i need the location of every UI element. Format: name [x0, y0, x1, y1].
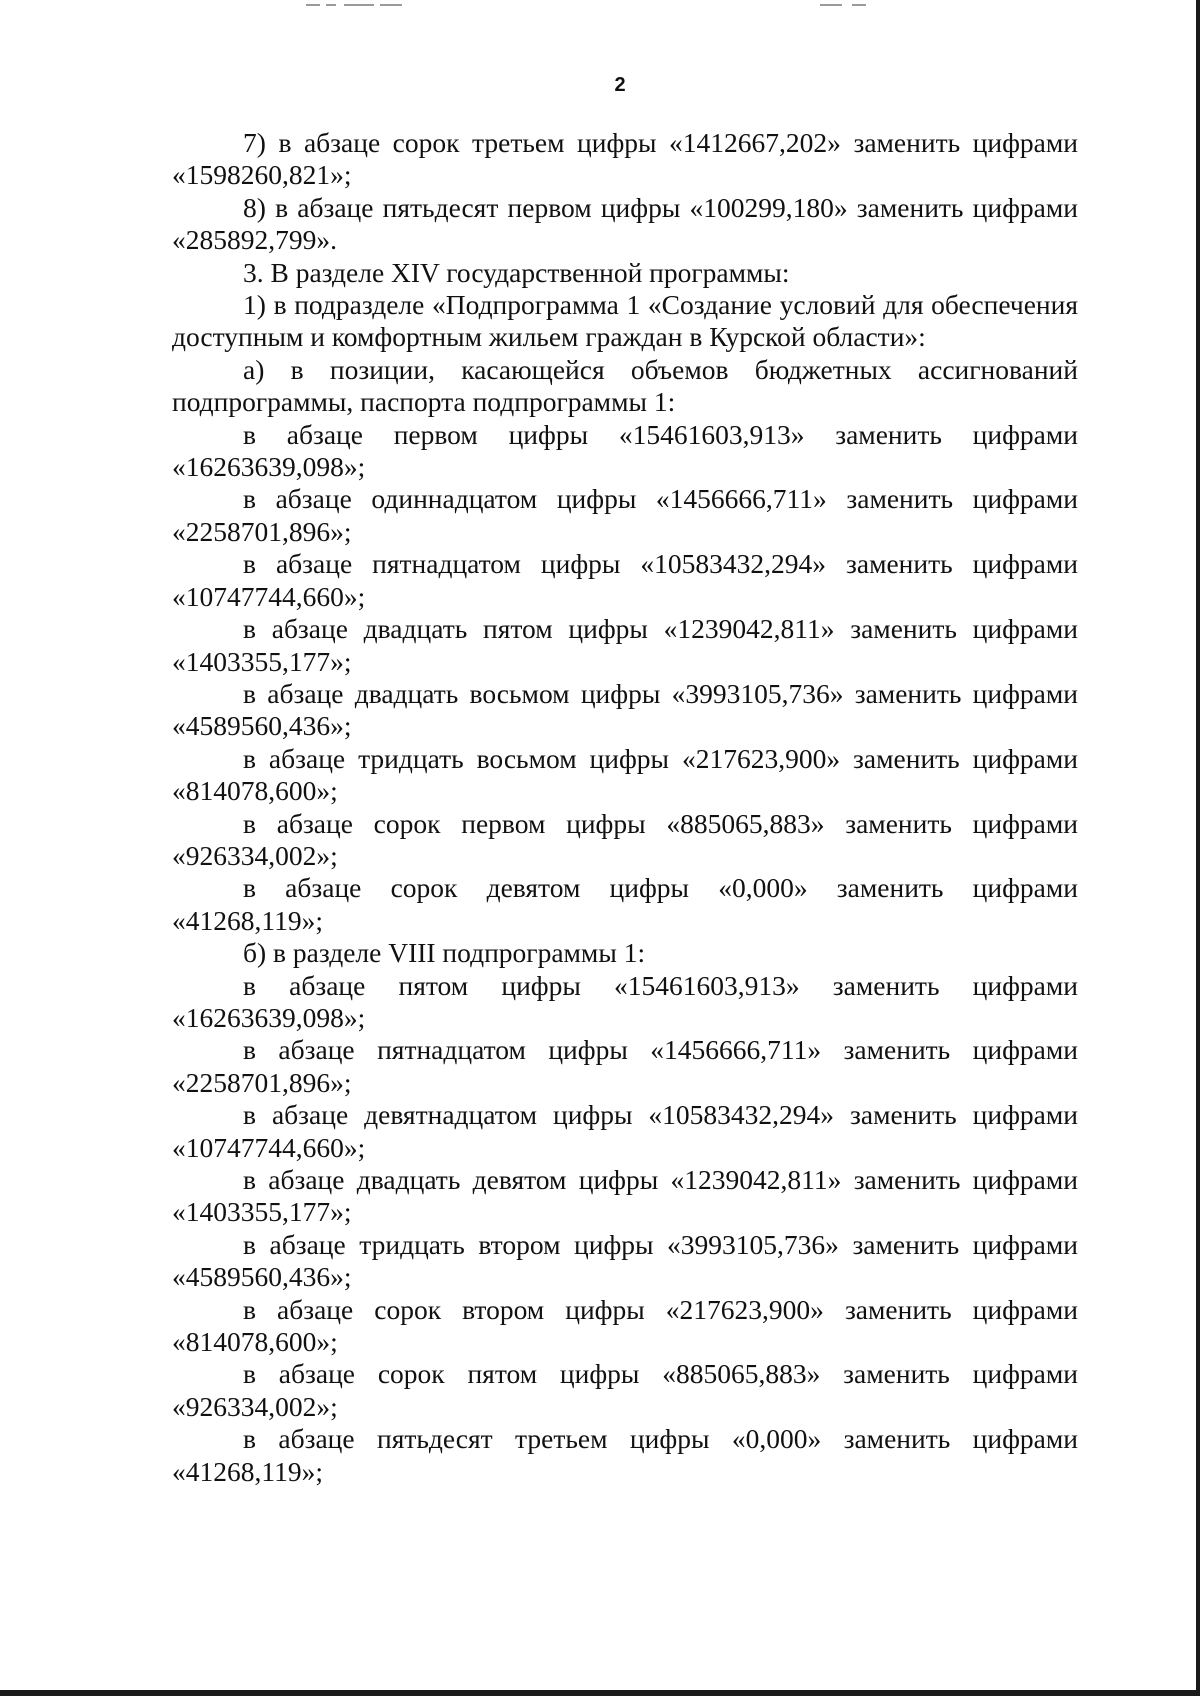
paragraph-replacement: в абзаце первом цифры «15461603,913» заменить цифрами «16263639,098»; — [172, 418, 1078, 483]
paragraph-item-7: 7) в абзаце сорок третьем цифры «1412667,202» заменить цифрами «1598260,821»; — [172, 127, 1078, 191]
paragraph-replacement: в абзаце двадцать пятом цифры «1239042,811» заменить цифрами «1403355,177»; — [172, 613, 1078, 677]
scan-artifact — [852, 4, 866, 6]
scan-artifact — [344, 4, 374, 6]
paragraph-item-8: 8) в абзаце пятьдесят первом цифры «100299,180» заменить цифрами «285892,799». — [172, 191, 1078, 256]
paragraph-replacement: в абзаце пятом цифры «15461603,913» заменить цифрами «16263639,098»; — [172, 969, 1078, 1033]
paragraph-replacement: в абзаце сорок девятом цифры «0,000» заменить цифрами «41268,119»; — [172, 872, 1078, 936]
scan-artifact — [820, 4, 842, 6]
paragraph-replacement: в абзаце сорок втором цифры «217623,900» заменить цифрами «814078,600»; — [172, 1293, 1078, 1358]
paragraph-point-a: а) в позиции, касающейся объемов бюджетных ассигнований подпрограммы, паспорта подпрограммы 1: — [172, 353, 1078, 418]
paragraph-replacement: в абзаце двадцать девятом цифры «1239042,811» заменить цифрами «1403355,177»; — [172, 1164, 1078, 1228]
paragraph-replacement: в абзаце девятнадцатом цифры «10583432,294» заменить цифрами «10747744,660»; — [172, 1099, 1078, 1163]
paragraph-replacement: в абзаце пятнадцатом цифры «1456666,711» заменить цифрами «2258701,896»; — [172, 1034, 1078, 1098]
scan-edge-right — [1196, 0, 1200, 1696]
scan-edge-bottom — [0, 1690, 1200, 1696]
paragraph-replacement: в абзаце сорок первом цифры «885065,883» заменить цифрами «926334,002»; — [172, 807, 1078, 871]
paragraph-section-3: 3. В разделе XIV государственной программы: — [243, 256, 790, 288]
scan-artifact — [306, 4, 320, 6]
paragraph-replacement: в абзаце тридцать втором цифры «3993105,736» заменить цифрами «4589560,436»; — [172, 1228, 1078, 1293]
paragraph-replacement: в абзаце пятнадцатом цифры «10583432,294» заменить цифрами «10747744,660»; — [172, 548, 1078, 612]
scan-artifact — [326, 4, 336, 6]
paragraph-replacement: в абзаце двадцать восьмом цифры «3993105,736» заменить цифрами «4589560,436»; — [172, 677, 1078, 742]
paragraph-replacement: в абзаце сорок пятом цифры «885065,883» заменить цифрами «926334,002»; — [172, 1358, 1078, 1422]
paragraph-subsection-1: 1) в подразделе «Подпрограмма 1 «Создание условий для обеспечения доступным и комфортным жильем граждан в Курской области»: — [172, 289, 1078, 353]
paragraph-replacement: в абзаце пятьдесят третьем цифры «0,000» заменить цифрами «41268,119»; — [172, 1423, 1078, 1487]
document-body — [172, 127, 1078, 1488]
scan-artifact — [380, 4, 402, 6]
paragraph-replacement: в абзаце одиннадцатом цифры «1456666,711» заменить цифрами «2258701,896»; — [172, 483, 1078, 547]
paragraph-replacement: в абзаце тридцать восьмом цифры «217623,900» заменить цифрами «814078,600»; — [172, 742, 1078, 807]
page-number: 2 — [614, 74, 626, 96]
paragraph-point-b: б) в разделе VIII подпрограммы 1: — [243, 937, 646, 969]
